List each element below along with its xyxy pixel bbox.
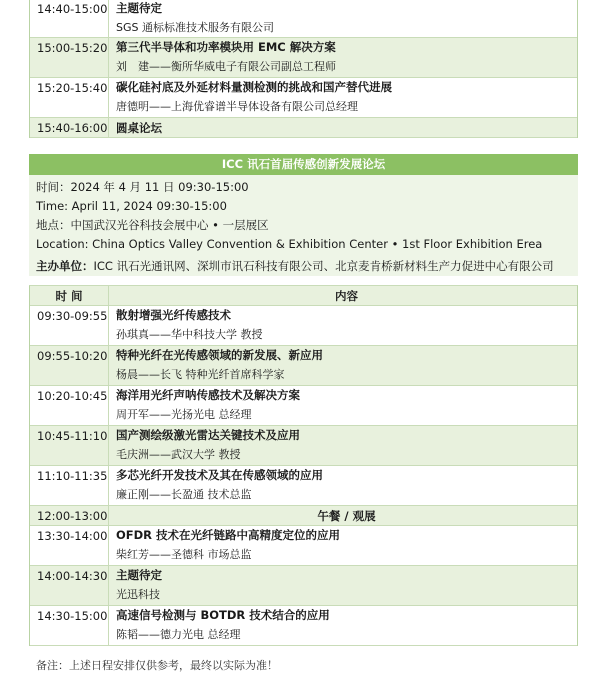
row-time: 10:45-11:10	[37, 429, 108, 443]
table-header-row	[30, 286, 577, 306]
row-content	[108, 606, 577, 645]
row-speaker: 廉正刚——长盈通 技术总监	[116, 488, 252, 501]
row-time: 14:30-15:00	[37, 609, 108, 623]
forum-place-cn: 地点：中国武汉光谷科技会展中心 • 一层展区	[36, 218, 269, 232]
row-content: 午餐 / 观展	[108, 506, 577, 525]
row-title: 散射增强光纤传感技术	[116, 308, 231, 322]
row-content	[108, 0, 577, 37]
row-time: 10:20-10:45	[37, 389, 108, 403]
row-title: 国产测绘级激光雷达关键技术及应用	[116, 428, 300, 442]
table-row	[30, 526, 577, 566]
row-time: 14:40-15:00	[37, 2, 108, 16]
row-title: 高速信号检测与 BOTDR 技术结合的应用	[116, 608, 330, 622]
row-time: 15:20-15:40	[37, 81, 108, 95]
forum-sponsor	[29, 256, 578, 276]
row-content	[108, 118, 577, 137]
row-time: 15:40-16:00	[37, 120, 108, 135]
row-speaker: 刘 建——衡所华威电子有限公司副总工程师	[116, 60, 336, 73]
schedule-note: 备注：上述日程安排仅供参考，最终以实际为准！	[36, 659, 278, 672]
table-row	[30, 466, 577, 506]
row-content	[108, 306, 577, 345]
row-content	[108, 346, 577, 385]
forum-time-en: Time: April 11, 2024 09:30-15:00	[36, 199, 227, 213]
row-time: 11:10-11:35	[37, 469, 108, 483]
row-title: 主题待定	[116, 568, 162, 582]
forum-place-en: Location: China Optics Valley Convention & Exhibition Center • 1st Floor Exhibition Erea	[36, 237, 543, 251]
row-speaker: 杨晨——长飞 特种光纤首席科学家	[116, 368, 285, 381]
row-speaker: 光迅科技	[116, 588, 160, 601]
row-content	[108, 526, 577, 565]
table-row	[30, 38, 577, 78]
table-row	[30, 426, 577, 466]
row-content	[108, 566, 577, 605]
row-title: 多芯光纤开发技术及其在传感领域的应用	[116, 468, 323, 482]
row-content	[108, 466, 577, 505]
table-row	[30, 78, 577, 118]
row-title: 碳化硅衬底及外延材料量测检测的挑战和国产替代进展	[116, 80, 392, 94]
top-schedule-table	[29, 0, 578, 138]
row-title: 特种光纤在光传感领域的新发展、新应用	[116, 348, 323, 362]
row-content	[108, 78, 577, 117]
forum-title-banner: ICC 讯石首届传感创新发展论坛	[29, 154, 578, 175]
table-row	[30, 386, 577, 426]
table-row	[30, 606, 577, 646]
row-speaker: SGS 通标标准技术服务有限公司	[116, 21, 274, 34]
header-time: 时 间	[55, 288, 83, 303]
sponsor-label: 主办单位：	[36, 259, 94, 273]
row-content	[108, 426, 577, 465]
row-title: 第三代半导体和功率模块用 EMC 解决方案	[116, 40, 336, 54]
row-time: 09:30-09:55	[37, 309, 108, 323]
forum-time-cn: 时间：2024 年 4 月 11 日 09:30-15:00	[36, 180, 249, 194]
row-speaker: 孙琪真——华中科技大学 教授	[116, 328, 263, 341]
row-content	[108, 386, 577, 425]
row-content	[108, 38, 577, 77]
row-title: 圆桌论坛	[116, 120, 162, 135]
row-title: 主题待定	[116, 1, 162, 15]
row-speaker: 唐德明——上海优睿谱半导体设备有限公司总经理	[116, 100, 358, 113]
row-speaker: 柴红芳——圣德科 市场总监	[116, 548, 252, 561]
row-title: OFDR 技术在光纤链路中高精度定位的应用	[116, 528, 341, 542]
sponsor-text: ICC 讯石光通讯网、深圳市讯石科技有限公司、北京麦肯桥新材料生产力促进中心有限公司	[93, 259, 554, 273]
table-row	[30, 506, 577, 526]
forum-schedule-table	[29, 285, 578, 646]
row-time: 14:00-14:30	[37, 569, 108, 583]
table-row	[30, 306, 577, 346]
row-time: 15:00-15:20	[37, 41, 108, 55]
table-row	[30, 118, 577, 138]
table-row	[30, 346, 577, 386]
header-content: 内容	[108, 286, 577, 305]
row-speaker: 毛庆洲——武汉大学 教授	[116, 448, 241, 461]
row-speaker: 周开军——光扬光电 总经理	[116, 408, 252, 421]
row-time: 09:55-10:20	[37, 349, 108, 363]
row-title: 海洋用光纤声呐传感技术及解决方案	[116, 388, 300, 402]
row-time: 13:30-14:00	[37, 529, 108, 543]
table-row	[30, 566, 577, 606]
row-time: 12:00-13:00	[37, 508, 108, 523]
row-speaker: 陈韬——德力光电 总经理	[116, 628, 241, 641]
table-row	[30, 0, 577, 38]
